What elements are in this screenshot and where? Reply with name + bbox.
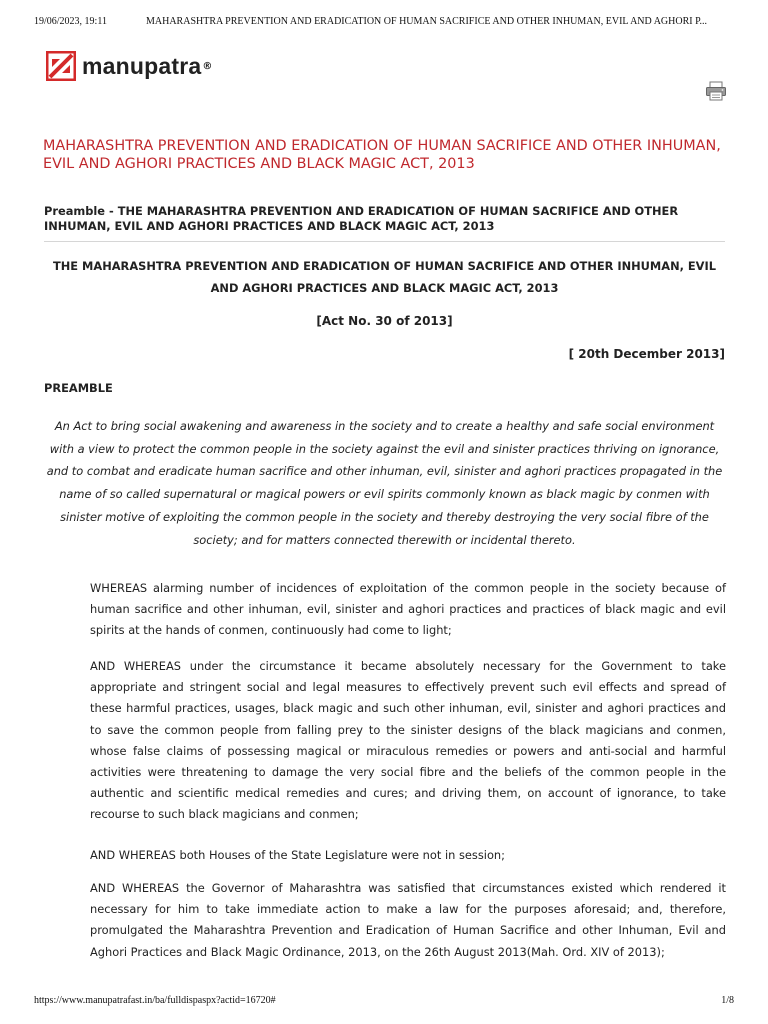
act-date: [ 20th December 2013] (568, 347, 725, 361)
section-divider (44, 241, 725, 242)
printer-icon[interactable] (705, 80, 727, 102)
whereas-paragraph-2: AND WHEREAS under the circumstance it became absolutely necessary for the Government to take appropriate and stringent social and legal measures to effectively prevent such evil effects and spread of these harmful practices, usages, black magic and such other inhuman, evil, sinister and aghori practices and to save the common people from falling prey to the sinister designs of the black magicians and conmen, whose false claims of possessing magical or miraculous remedies or powers and anti-social and harmful activities were threatening to damage the very social fibre and the beliefs of the common people in the authentic and scientific medical remedies and cures; and driving them, on account of ignorance, to take recourse to such black magicians and conmen; (90, 659, 726, 822)
logo-text: manupatra (82, 52, 202, 79)
preamble-act-name: - THE MAHARASHTRA PREVENTION AND ERADICATION OF HUMAN SACRIFICE AND OTHER INHUMAN, EVIL AND AGHORI PRACTICES AND BLACK MAGIC ACT, 2013 (44, 204, 679, 234)
whereas-paragraph-4: AND WHEREAS the Governor of Maharashtra was satisfied that circumstances existed which rendered it necessary for him to take immediate action to make a law for the purposes aforesaid; and, therefore, promulgated the Maharashtra Prevention and Eradication of Human Sacrifice and other Inhuman, Evil and Aghori Practices and Black Magic Ordinance, 2013, on the 26th August 2013(Mah. Ord. XIV of 2013); (90, 881, 726, 959)
print-page-title: MAHARASHTRA PREVENTION AND ERADICATION OF HUMAN SACRIFICE AND OTHER INHUMAN, EVIL AND AGHORI P... (146, 16, 708, 27)
print-header (34, 16, 744, 27)
print-datetime: 19/06/2023, 19:11 (34, 16, 107, 27)
preamble-section-heading (44, 204, 734, 234)
preamble-label: Preamble (44, 204, 106, 218)
act-center-title: THE MAHARASHTRA PREVENTION AND ERADICATION OF HUMAN SACRIFICE AND OTHER INHUMAN, EVIL AND AGHORI PRACTICES AND BLACK MAGIC ACT, 2013 (53, 259, 716, 295)
manupatra-logo-mark-icon (46, 51, 76, 81)
print-page-number: 1/8 (721, 995, 734, 1006)
preamble-heading: PREAMBLE (44, 381, 113, 395)
preamble-intro-text: An Act to bring social awakening and awareness in the society and to create a healthy and safe social environment with a view to protect the common people in the society against the evil and sinister practices thriving on ignorance, and to combat and eradicate human sacrifice and other inhuman, evil, sinister and aghori practices propagated in the name of so called supernatural or magical powers or evil spirits commonly known as black magic by conmen with sinister motive of exploiting the common people in the society and thereby destroying the very social fibre of the society; and for matters connected therewith or incidental thereto. (46, 419, 723, 547)
logo-registered-mark: ® (202, 60, 213, 72)
print-footer-url: https://www.manupatrafast.in/ba/fulldispaspx?actid=16720# (34, 995, 276, 1006)
act-number: [Act No. 30 of 2013] (316, 314, 453, 328)
whereas-paragraph-3: AND WHEREAS both Houses of the State Legislature were not in session; (90, 848, 505, 862)
print-footer (34, 995, 734, 1006)
document-title: MAHARASHTRA PREVENTION AND ERADICATION OF HUMAN SACRIFICE AND OTHER INHUMAN, EVIL AND AGHORI PRACTICES AND BLACK MAGIC ACT, 2013 (43, 138, 721, 173)
whereas-paragraph-1: WHEREAS alarming number of incidences of exploitation of the common people in the society because of human sacrifice and other inhuman, evil, sinister and aghori practices and practices of black magic and evil spirits at the hands of conmen, continuously had come to light; (90, 581, 726, 638)
manupatra-logo[interactable] (46, 50, 212, 82)
